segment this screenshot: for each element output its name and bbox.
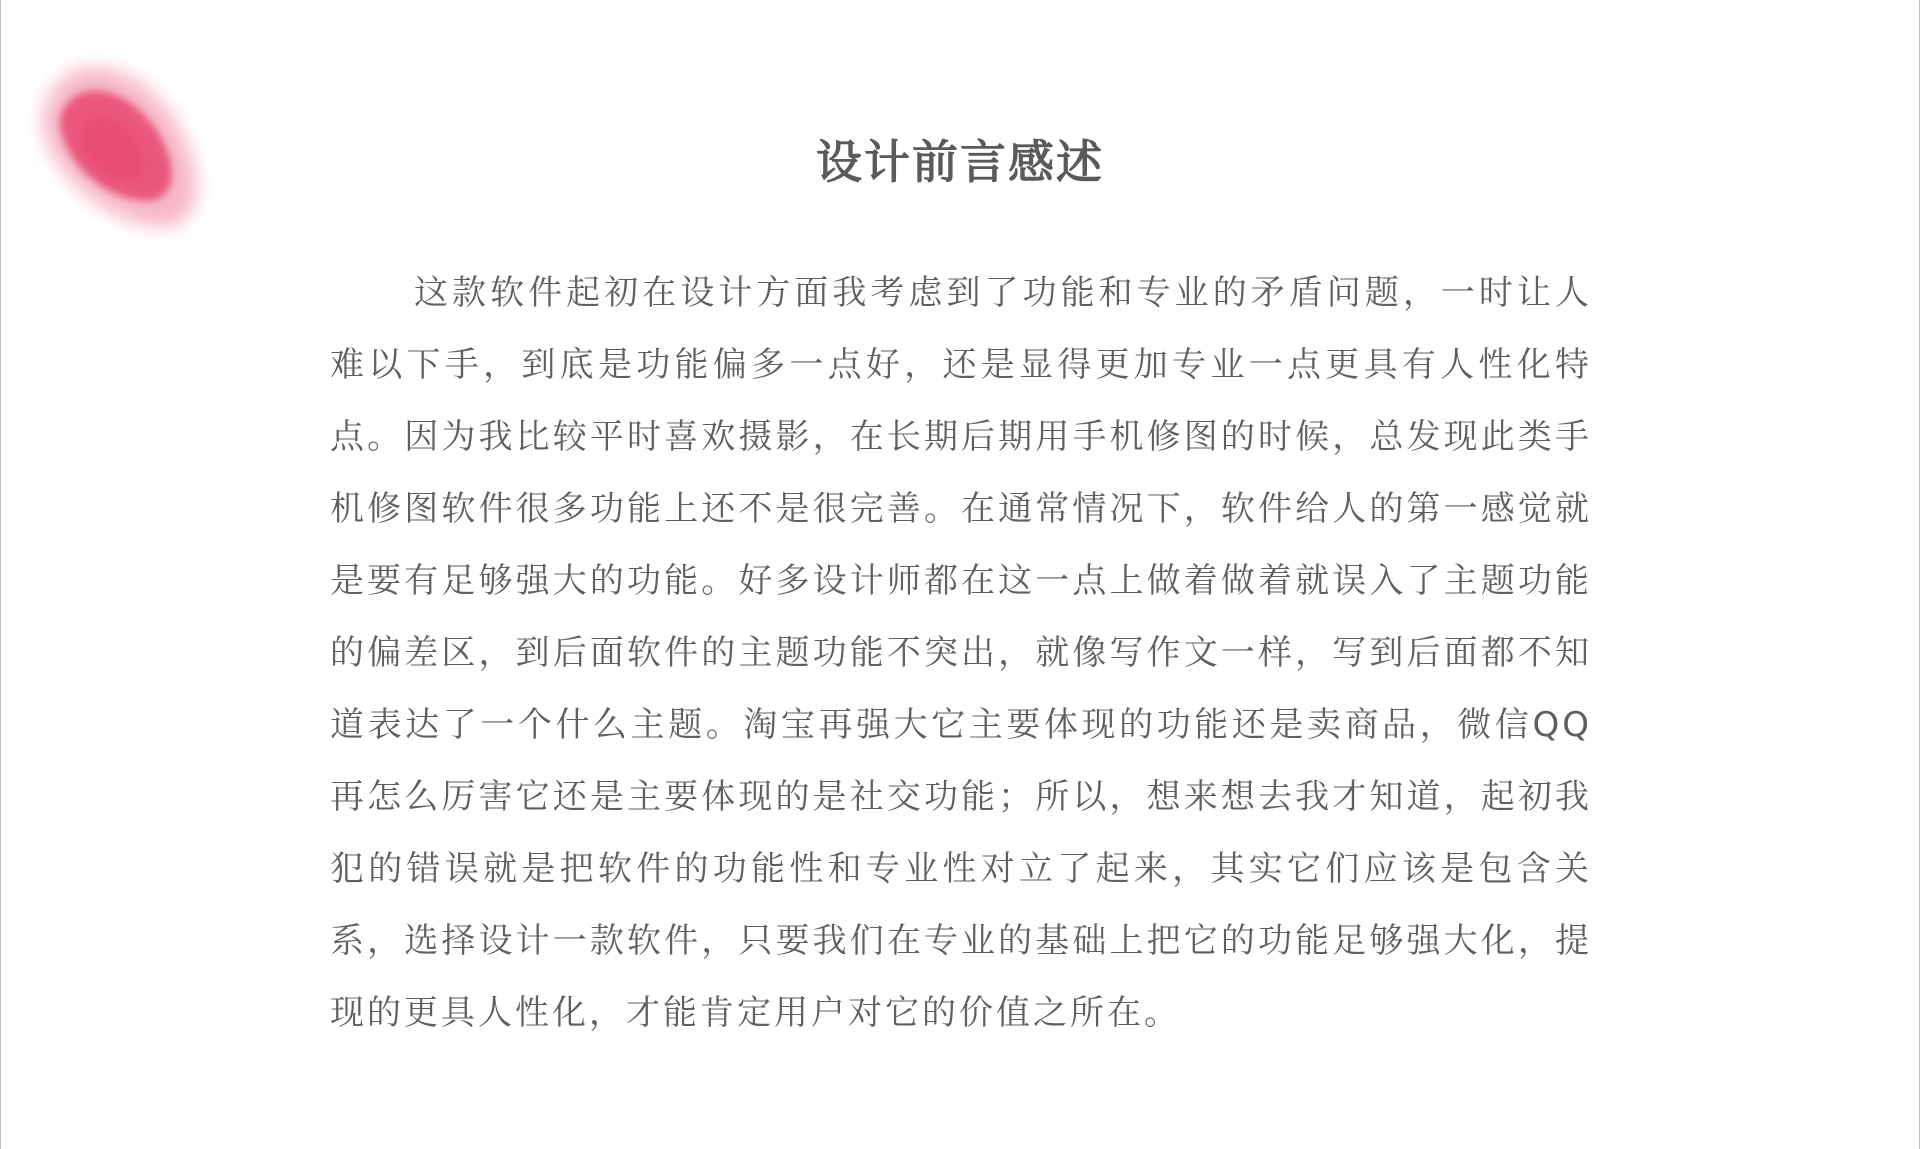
page-title: 设计前言感述	[816, 135, 1104, 189]
body-paragraph: 这款软件起初在设计方面我考虑到了功能和专业的矛盾问题，一时让人难以下手，到底是功能偏多一点好，还是显得更加专业一点更具有人性化特点。因为我比较平时喜欢摄影，在长期后期用手机修图的时候，总发现此类手机修图软件很多功能上还不是很完善。在通常情况下，软件给人的第一感觉就是要有足够强大的功能。好多设计师都在这一点上做着做着就误入了主题功能的偏差区，到后面软件的主题功能不突出，就像写作文一样，写到后面都不知道表达了一个什么主题。淘宝再强大它主要体现的功能还是卖商品，微信QQ再怎么厉害它还是主要体现的是社交功能；所以，想来想去我才知道，起初我犯的错误就是把软件的功能性和专业性对立了起来，其实它们应该是包含关系，选择设计一款软件，只要我们在专业的基础上把它的功能足够强大化，提现的更具人性化，才能肯定用户对它的价值之所在。	[330, 273, 1592, 1033]
